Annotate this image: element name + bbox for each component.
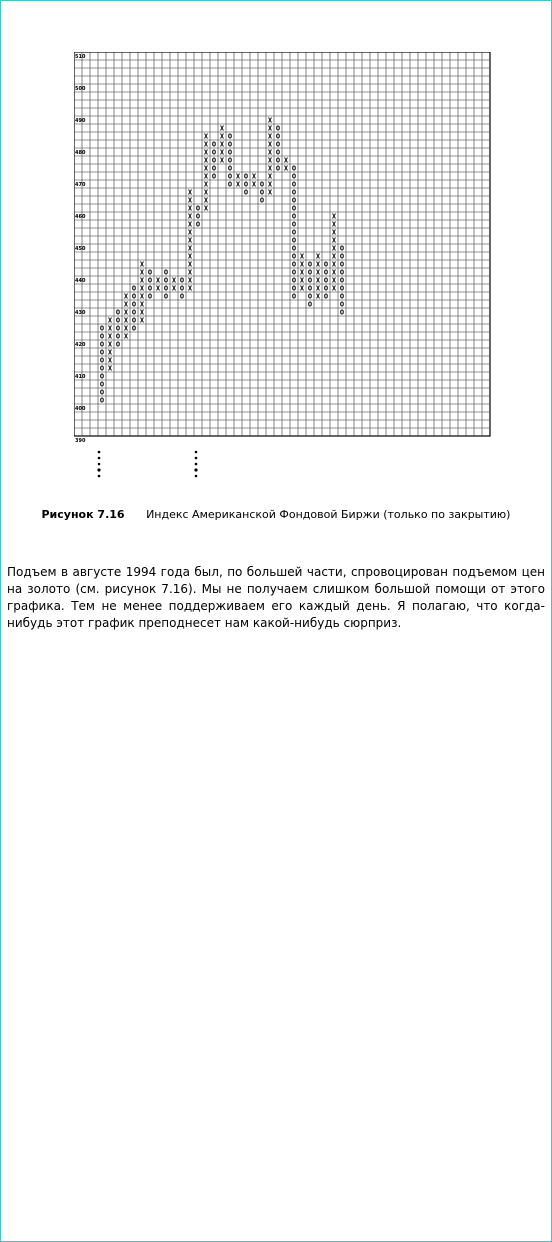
pf-o-mark: O [99, 332, 105, 341]
pf-o-mark: O [131, 324, 137, 333]
y-axis-label: 450 [75, 246, 86, 252]
pf-x-mark: X [315, 268, 321, 277]
pf-o-mark: O [99, 340, 105, 349]
pf-x-mark: X [107, 324, 113, 333]
y-axis-label: 480 [75, 150, 86, 156]
pf-x-mark: X [123, 308, 129, 317]
pf-x-mark: X [315, 260, 321, 269]
marker-dots-right [193, 450, 199, 482]
pf-x-mark: X [331, 284, 337, 293]
pf-o-mark: O [115, 308, 121, 317]
pf-o-mark: O [275, 156, 281, 165]
y-axis-label: 470 [75, 182, 86, 188]
pf-o-mark: O [131, 292, 137, 301]
pf-o-mark: O [147, 292, 153, 301]
chart-svg [74, 52, 492, 444]
pf-x-mark: X [123, 324, 129, 333]
pf-x-mark: X [267, 188, 273, 197]
pf-x-mark: X [139, 292, 145, 301]
pf-o-mark: O [115, 316, 121, 325]
pf-o-mark: O [339, 308, 345, 317]
pf-x-mark: X [283, 164, 289, 173]
pf-o-mark: O [275, 164, 281, 173]
pf-x-mark: X [187, 260, 193, 269]
pf-x-mark: X [155, 276, 161, 285]
pf-o-mark: O [323, 284, 329, 293]
pf-o-mark: O [131, 308, 137, 317]
pf-o-mark: O [291, 292, 297, 301]
pf-o-mark: O [259, 188, 265, 197]
pf-x-mark: X [203, 204, 209, 213]
y-axis-label: 410 [75, 374, 86, 380]
pf-x-mark: X [107, 364, 113, 373]
pf-o-mark: O [275, 132, 281, 141]
pf-o-mark: O [291, 220, 297, 229]
pf-x-mark: X [251, 172, 257, 181]
pf-o-mark: O [163, 276, 169, 285]
pf-o-mark: O [99, 364, 105, 373]
pf-x-mark: X [235, 180, 241, 189]
pf-x-mark: X [123, 300, 129, 309]
pf-x-mark: X [267, 116, 273, 125]
pf-x-mark: X [203, 164, 209, 173]
point-and-figure-chart [74, 52, 492, 444]
pf-o-mark: O [163, 284, 169, 293]
pf-x-mark: X [139, 308, 145, 317]
pf-o-mark: O [307, 268, 313, 277]
pf-o-mark: O [179, 292, 185, 301]
pf-o-mark: O [131, 300, 137, 309]
pf-x-mark: X [203, 132, 209, 141]
pf-o-mark: O [211, 164, 217, 173]
pf-o-mark: O [115, 340, 121, 349]
pf-o-mark: O [291, 212, 297, 221]
y-axis-label: 390 [75, 438, 86, 444]
body-paragraph: Подъем в августе 1994 года был, по большей части, спровоцирован подъемом цен на золото (см. рисунок 7.16). Мы не получаем слишком большой помощи от этого графика. Тем не менее поддерживаем его каждый день. Я полагаю, что когда-нибудь этот график преподнесет нам какой-нибудь сюрприз. [7, 565, 545, 630]
pf-o-mark: O [131, 316, 137, 325]
pf-x-mark: X [203, 148, 209, 157]
pf-o-mark: O [339, 284, 345, 293]
pf-o-mark: O [179, 284, 185, 293]
pf-x-mark: X [267, 180, 273, 189]
pf-x-mark: X [331, 244, 337, 253]
pf-o-mark: O [275, 148, 281, 157]
pf-o-mark: O [147, 268, 153, 277]
pf-x-mark: X [251, 180, 257, 189]
pf-o-mark: O [291, 252, 297, 261]
pf-x-mark: X [107, 356, 113, 365]
pf-x-mark: X [187, 252, 193, 261]
pf-o-mark: O [227, 180, 233, 189]
y-axis-label: 400 [75, 406, 86, 412]
pf-x-mark: X [267, 172, 273, 181]
pf-x-mark: X [123, 292, 129, 301]
pf-o-mark: O [99, 348, 105, 357]
pf-x-mark: X [187, 236, 193, 245]
pf-x-mark: X [203, 140, 209, 149]
pf-x-mark: X [299, 260, 305, 269]
pf-x-mark: X [107, 316, 113, 325]
pf-x-mark: X [139, 300, 145, 309]
pf-o-mark: O [227, 164, 233, 173]
pf-o-mark: O [131, 284, 137, 293]
pf-x-mark: X [331, 236, 337, 245]
pf-o-mark: O [99, 372, 105, 381]
pf-x-mark: X [299, 276, 305, 285]
y-axis-label: 490 [75, 118, 86, 124]
pf-x-mark: X [187, 196, 193, 205]
pf-x-mark: X [203, 156, 209, 165]
pf-x-mark: X [283, 156, 289, 165]
pf-o-mark: O [195, 204, 201, 213]
pf-o-mark: O [179, 276, 185, 285]
y-axis-label: 460 [75, 214, 86, 220]
pf-o-mark: O [307, 300, 313, 309]
pf-o-mark: O [291, 244, 297, 253]
pf-o-mark: O [291, 268, 297, 277]
pf-o-mark: O [339, 260, 345, 269]
pf-o-mark: O [115, 324, 121, 333]
pf-x-mark: X [187, 276, 193, 285]
pf-x-mark: X [315, 252, 321, 261]
pf-o-mark: O [195, 220, 201, 229]
pf-x-mark: X [123, 332, 129, 341]
pf-o-mark: O [259, 180, 265, 189]
pf-o-mark: O [211, 140, 217, 149]
pf-o-mark: O [323, 276, 329, 285]
pf-o-mark: O [115, 332, 121, 341]
pf-x-mark: X [219, 140, 225, 149]
pf-o-mark: O [275, 124, 281, 133]
pf-x-mark: X [107, 340, 113, 349]
pf-x-mark: X [203, 180, 209, 189]
pf-x-mark: X [331, 228, 337, 237]
pf-x-mark: X [107, 332, 113, 341]
y-axis-label: 420 [75, 342, 86, 348]
pf-x-mark: X [187, 228, 193, 237]
pf-o-mark: O [99, 388, 105, 397]
pf-o-mark: O [163, 268, 169, 277]
y-axis-label: 510 [75, 54, 86, 60]
pf-o-mark: O [323, 268, 329, 277]
pf-x-mark: X [219, 156, 225, 165]
pf-x-mark: X [267, 156, 273, 165]
pf-o-mark: O [291, 276, 297, 285]
pf-o-mark: O [147, 284, 153, 293]
pf-x-mark: X [299, 284, 305, 293]
pf-o-mark: O [99, 396, 105, 405]
pf-o-mark: O [323, 292, 329, 301]
pf-o-mark: O [291, 236, 297, 245]
pf-x-mark: X [331, 276, 337, 285]
pf-x-mark: X [299, 268, 305, 277]
pf-x-mark: X [171, 284, 177, 293]
pf-x-mark: X [187, 188, 193, 197]
pf-x-mark: X [123, 316, 129, 325]
pf-x-mark: X [203, 196, 209, 205]
pf-o-mark: O [339, 300, 345, 309]
pf-x-mark: X [139, 276, 145, 285]
pf-x-mark: X [187, 268, 193, 277]
pf-x-mark: X [235, 172, 241, 181]
pf-x-mark: X [331, 252, 337, 261]
pf-o-mark: O [227, 132, 233, 141]
pf-x-mark: X [267, 140, 273, 149]
pf-o-mark: O [291, 196, 297, 205]
pf-x-mark: X [187, 284, 193, 293]
pf-x-mark: X [139, 268, 145, 277]
marker-dots-left [96, 450, 102, 482]
pf-x-mark: X [267, 132, 273, 141]
pf-x-mark: X [219, 132, 225, 141]
pf-o-mark: O [307, 284, 313, 293]
pf-o-mark: O [291, 284, 297, 293]
pf-o-mark: O [339, 292, 345, 301]
pf-x-mark: X [219, 148, 225, 157]
pf-o-mark: O [339, 244, 345, 253]
pf-x-mark: X [187, 220, 193, 229]
pf-o-mark: O [163, 292, 169, 301]
pf-o-mark: O [99, 380, 105, 389]
pf-x-mark: X [267, 148, 273, 157]
pf-x-mark: X [267, 164, 273, 173]
pf-x-mark: X [187, 244, 193, 253]
pf-o-mark: O [211, 156, 217, 165]
pf-o-mark: O [259, 196, 265, 205]
caption-number: Рисунок 7.16 [41, 508, 125, 521]
pf-x-mark: X [107, 348, 113, 357]
pf-o-mark: O [227, 140, 233, 149]
y-axis-label: 500 [75, 86, 86, 92]
pf-x-mark: X [331, 212, 337, 221]
pf-o-mark: O [243, 172, 249, 181]
pf-o-mark: O [227, 148, 233, 157]
pf-x-mark: X [331, 220, 337, 229]
pf-x-mark: X [187, 204, 193, 213]
pf-o-mark: O [243, 188, 249, 197]
pf-x-mark: X [139, 260, 145, 269]
pf-x-mark: X [219, 124, 225, 133]
pf-o-mark: O [291, 188, 297, 197]
pf-x-mark: X [203, 188, 209, 197]
pf-x-mark: X [155, 284, 161, 293]
pf-o-mark: O [339, 252, 345, 261]
pf-x-mark: X [171, 276, 177, 285]
pf-o-mark: O [275, 140, 281, 149]
pf-o-mark: O [339, 276, 345, 285]
pf-o-mark: O [99, 324, 105, 333]
y-axis-label: 440 [75, 278, 86, 284]
pf-x-mark: X [267, 124, 273, 133]
pf-o-mark: O [99, 356, 105, 365]
pf-x-mark: X [315, 284, 321, 293]
pf-o-mark: O [291, 204, 297, 213]
y-axis-label: 430 [75, 310, 86, 316]
pf-o-mark: O [243, 180, 249, 189]
pf-o-mark: O [291, 228, 297, 237]
pf-o-mark: O [307, 260, 313, 269]
pf-o-mark: O [291, 260, 297, 269]
pf-o-mark: O [211, 148, 217, 157]
pf-o-mark: O [291, 180, 297, 189]
pf-x-mark: X [331, 268, 337, 277]
pf-x-mark: X [187, 212, 193, 221]
figure-caption [0, 508, 552, 521]
pf-o-mark: O [227, 156, 233, 165]
pf-x-mark: X [331, 260, 337, 269]
pf-o-mark: O [227, 172, 233, 181]
pf-o-mark: O [147, 276, 153, 285]
pf-o-mark: O [291, 164, 297, 173]
pf-x-mark: X [203, 172, 209, 181]
pf-o-mark: O [339, 268, 345, 277]
pf-o-mark: O [291, 172, 297, 181]
pf-x-mark: X [139, 284, 145, 293]
pf-x-mark: X [315, 292, 321, 301]
pf-o-mark: O [307, 276, 313, 285]
caption-text: Индекс Американской Фондовой Биржи (только по закрытию) [146, 508, 511, 521]
pf-x-mark: X [299, 252, 305, 261]
pf-x-mark: X [139, 316, 145, 325]
pf-o-mark: O [307, 292, 313, 301]
pf-o-mark: O [323, 260, 329, 269]
pf-o-mark: O [195, 212, 201, 221]
pf-x-mark: X [315, 276, 321, 285]
pf-o-mark: O [211, 172, 217, 181]
